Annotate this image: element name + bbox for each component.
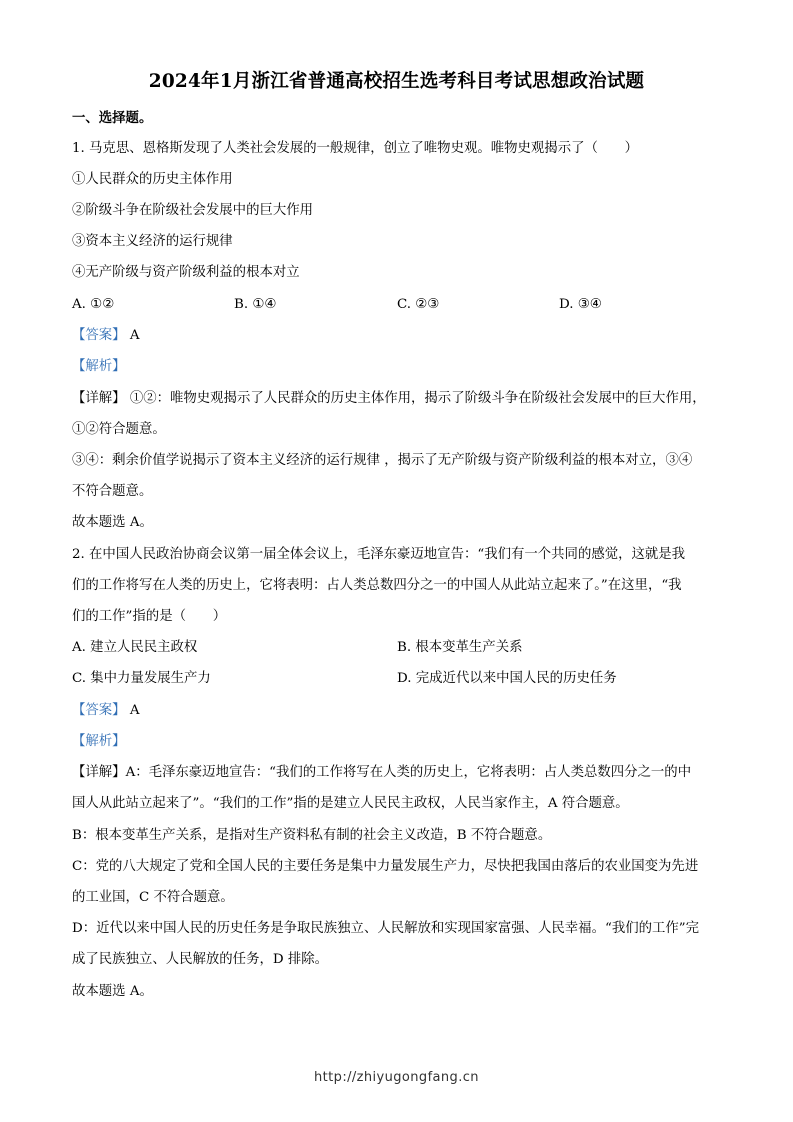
q1-option-d: D. ③④ — [559, 297, 602, 312]
q2-option-d: D. 完成近代以来中国人民的历史任务 — [397, 671, 617, 686]
section-heading: 一、选择题。 — [72, 110, 153, 126]
page-title: 2024年1月浙江省普通高校招生选考科目考试思想政治试题 — [148, 71, 645, 92]
q2-option-b: B. 根本变革生产关系 — [397, 640, 523, 655]
q2-detail-line — [72, 763, 728, 783]
q2-detail-line: 的工业国，C 不符合题意。 — [72, 890, 234, 905]
detail-tag: 【详解】 — [72, 391, 126, 406]
q1-option-a: A. ①② — [72, 297, 115, 312]
q1-detail-line: ③④：剩余价值学说揭示了资本主义经济的运行规律 ，揭示了无产阶级与资产阶级利益的根本对立，③④ — [72, 453, 693, 468]
q2-conclusion: 故本题选 A。 — [72, 984, 153, 999]
q1-detail-line: 不符合题意。 — [72, 484, 153, 499]
q2-detail-line: 成了民族独立、人民解放的任务，D 排除。 — [72, 952, 329, 967]
q2-detail-line: 国人从此站立起来了”。“我们的工作”指的是建立人民民主政权，人民当家作主，A 符合题意。 — [72, 796, 629, 811]
q1-answer-line — [72, 326, 728, 346]
footer-url[interactable]: http://zhiyugongfang.cn — [314, 1070, 479, 1085]
q1-detail-line — [72, 389, 728, 409]
q1-detail-line: ①②符合题意。 — [72, 422, 166, 437]
answer-tag: 【答案】 — [72, 328, 126, 343]
q1-option-b: B. ①④ — [234, 297, 277, 312]
q2-option-c: C. 集中力量发展生产力 — [72, 671, 211, 686]
q1-item: ②阶级斗争在阶级社会发展中的巨大作用 — [72, 203, 314, 218]
answer-tag: 【答案】 — [72, 703, 126, 718]
q2-detail-text: A：毛泽东豪迈地宣告：“我们的工作将写在人类的历史上，它将表明：占人类总数四分之一的中 — [125, 765, 692, 780]
q1-conclusion: 故本题选 A。 — [72, 515, 153, 530]
q2-detail-line: B：根本变革生产关系，是指对生产资料私有制的社会主义改造，B 不符合题意。 — [72, 828, 552, 843]
q1-item: ④无产阶级与资产阶级利益的根本对立 — [72, 265, 300, 280]
q2-answer: A — [129, 703, 140, 718]
analysis-tag: 【解析】 — [72, 359, 126, 374]
q2-stem-line: 们的工作将写在人类的历史上，它将表明：占人类总数四分之一的中国人从此站立起来了。”在这里，“我 — [72, 578, 682, 593]
q1-stem: 1. 马克思、恩格斯发现了人类社会发展的一般规律，创立了唯物史观。唯物史观揭示了（ ） — [72, 141, 639, 156]
analysis-tag: 【解析】 — [72, 734, 126, 749]
q1-answer: A — [129, 328, 140, 343]
q2-detail-line: C：党的八大规定了党和全国人民的主要任务是集中力量发展生产力，尽快把我国由落后的农业国变为先进 — [72, 859, 699, 874]
q2-stem-line: 2. 在中国人民政治协商会议第一届全体会议上，毛泽东豪迈地宣告：“我们有一个共同的感觉，这就是我 — [72, 547, 686, 562]
q2-detail-line: D：近代以来中国人民的历史任务是争取民族独立、人民解放和实现国家富强、人民幸福。“我们的工作”完 — [72, 921, 700, 936]
q2-stem-line: 们的工作”指的是（ ） — [72, 609, 227, 624]
q1-item: ①人民群众的历史主体作用 — [72, 172, 233, 187]
q1-detail-text: ①②：唯物史观揭示了人民群众的历史主体作用，揭示了阶级斗争在阶级社会发展中的巨大作用， — [129, 391, 706, 406]
q2-answer-line — [72, 701, 728, 721]
q1-option-c: C. ②③ — [397, 297, 440, 312]
q1-item: ③资本主义经济的运行规律 — [72, 234, 233, 249]
detail-tag: 【详解】 — [72, 765, 126, 780]
q2-option-a: A. 建立人民民主政权 — [72, 640, 198, 655]
